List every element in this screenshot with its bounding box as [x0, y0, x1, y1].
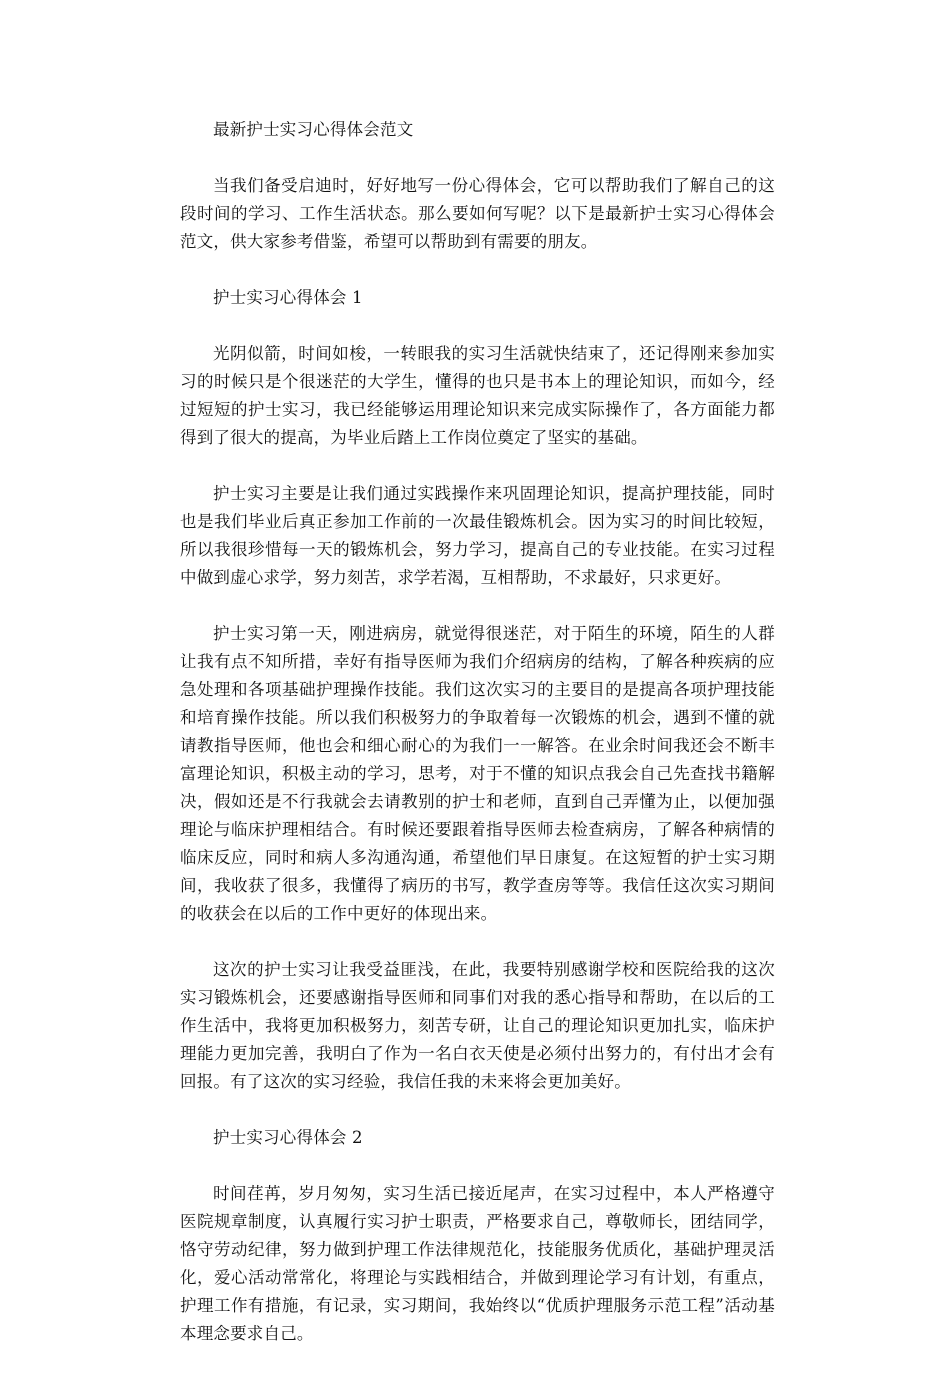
intro-paragraph: 当我们备受启迪时，好好地写一份心得体会，它可以帮助我们了解自己的这段时间的学习、工作生活状态。那么要如何写呢？以下是最新护士实习心得体会范文，供大家参考借鉴，希望可以帮助到有需要的朋友。 [180, 176, 775, 251]
section-1-paragraph-1: 光阴似箭，时间如梭，一转眼我的实习生活就快结束了，还记得刚来参加实习的时候只是个很迷茫的大学生，懂得的也只是书本上的理论知识，而如今，经过短短的护士实习，我已经能够运用理论知识来完成实际操作了，各方面能力都得到了很大的提高，为毕业后踏上工作岗位奠定了坚实的基础。 [180, 344, 775, 447]
section-2-paragraph-1: 时间荏苒，岁月匆匆，实习生活已接近尾声，在实习过程中，本人严格遵守医院规章制度，认真履行实习护士职责，严格要求自己，尊敬师长，团结同学，恪守劳动纪律，努力做到护理工作法律规范化，技能服务优质化，基础护理灵活化，爱心活动常常化，将理论与实践相结合，并做到理论学习有计划，有重点，护理工作有措施，有记录，实习期间，我始终以“优质护理服务示范工程”活动基本理念要求自己。 [180, 1184, 775, 1343]
section-2-heading: 护士实习心得体会 2 [213, 1128, 363, 1147]
section-1-paragraph-2: 护士实习主要是让我们通过实践操作来巩固理论知识，提高护理技能，同时也是我们毕业后真正参加工作前的一次最佳锻炼机会。因为实习的时间比较短，所以我很珍惜每一天的锻炼机会，努力学习，提高自己的专业技能。在实习过程中做到虚心求学，努力刻苦，求学若渴，互相帮助，不求最好，只求更好。 [180, 484, 775, 587]
document-title: 最新护士实习心得体会范文 [213, 120, 414, 139]
document-body [180, 116, 775, 1376]
section-1-paragraph-3: 护士实习第一天，刚进病房，就觉得很迷茫，对于陌生的环境，陌生的人群让我有点不知所措，幸好有指导医师为我们介绍病房的结构，了解各种疾病的应急处理和各项基础护理操作技能。我们这次实习的主要目的是提高各项护理技能和培育操作技能。所以我们积极努力的争取着每一次锻炼的机会，遇到不懂的就请教指导医师，他也会和细心耐心的为我们一一解答。在业余时间我还会不断丰富理论知识，积极主动的学习，思考，对于不懂的知识点我会自己先查找书籍解决，假如还是不行我就会去请教别的护士和老师，直到自己弄懂为止，以便加强理论与临床护理相结合。有时候还要跟着指导医师去检查病房，了解各种病情的临床反应，同时和病人多沟通沟通，希望他们早日康复。在这短暂的护士实习期间，我收获了很多，我懂得了病历的书写，教学查房等等。我信任这次实习期间的收获会在以后的工作中更好的体现出来。 [180, 624, 775, 923]
section-1-heading: 护士实习心得体会 1 [213, 288, 363, 307]
section-1-paragraph-4: 这次的护士实习让我受益匪浅，在此，我要特别感谢学校和医院给我的这次实习锻炼机会，还要感谢指导医师和同事们对我的悉心指导和帮助，在以后的工作生活中，我将更加积极努力，刻苦专研，让自己的理论知识更加扎实，临床护理能力更加完善，我明白了作为一名白衣天使是必须付出努力的，有付出才会有回报。有了这次的实习经验，我信任我的未来将会更加美好。 [180, 960, 775, 1091]
